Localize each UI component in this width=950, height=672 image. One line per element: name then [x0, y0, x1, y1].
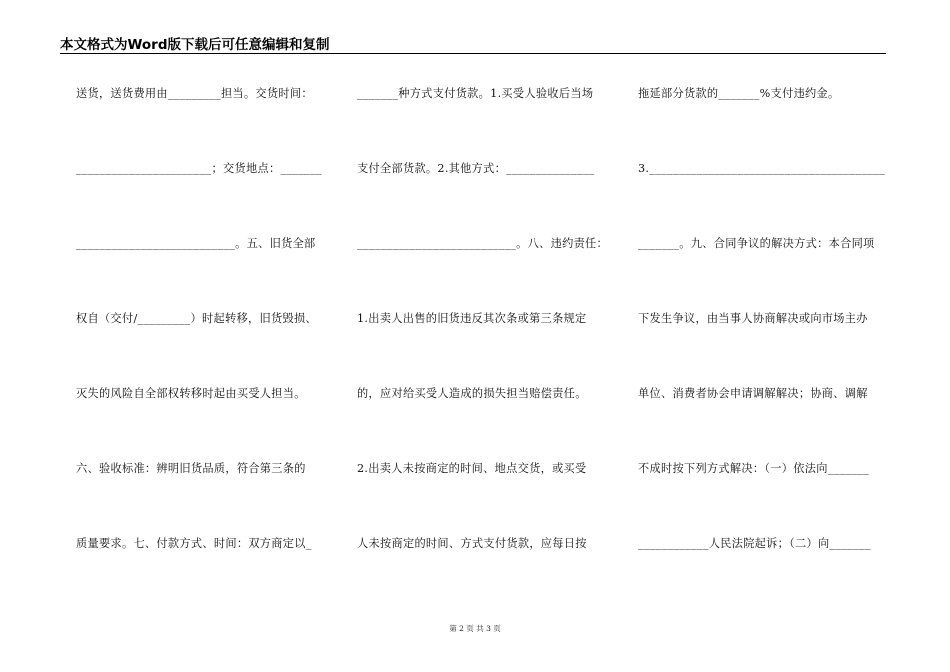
text-line: 支付全部货款。2.其他方式：_______________: [357, 162, 595, 175]
text-column-2: [357, 86, 607, 611]
text-line: 1.出卖人出售的旧货违反其次条或第三条规定: [357, 312, 587, 325]
text-line: 六、验收标准：辨明旧货品质，符合第三条的: [76, 462, 306, 475]
text-line: 送货，送货费用由_________担当。交货时间：: [76, 87, 313, 100]
text-line: 单位、消费者协会申请调解解决；协商、调解: [638, 387, 868, 400]
text-column-1: [76, 86, 326, 611]
text-line: _______种方式支付货款。1.买受人验收后当场: [357, 87, 594, 100]
text-line: 下发生争议，由当事人协商解决或向市场主办: [638, 312, 868, 325]
text-line: 拖延部分货款的_______%支付违约金。: [638, 87, 840, 100]
text-line: 权自（交付/_________）时起转移，旧货毁损、: [76, 312, 317, 325]
text-line: 的，应对给买受人造成的损失担当赔偿责任。: [357, 387, 587, 400]
text-line: 质量要求。七、付款方式、时间：双方商定以_: [76, 537, 312, 550]
text-line: 灭失的风险自全部权转移时起由买受人担当。: [76, 387, 306, 400]
text-line: 3.________________________________________: [638, 162, 886, 175]
text-column-3: [638, 86, 888, 611]
text-line: _______。九、合同争议的解决方式：本合同项: [638, 237, 875, 250]
text-line: ____________人民法院起诉；（二）向_______: [638, 537, 871, 550]
header-divider: [60, 53, 886, 54]
text-line: 不成时按下列方式解决：（一）依法向_______: [638, 462, 869, 475]
text-line: 人未按商定的时间、方式支付货款，应每日按: [357, 537, 587, 550]
text-line: ___________________________。五、旧货全部: [76, 237, 316, 250]
text-line: _______________________；交货地点：_______: [76, 162, 322, 175]
document-header-title: 本文格式为Word版下载后可任意编辑和复制: [60, 37, 330, 53]
page-number: 第 2 页 共 3 页: [449, 624, 501, 633]
text-line: ___________________________。八、违约责任：: [357, 237, 609, 250]
text-line: 2.出卖人未按商定的时间、地点交货，或买受: [357, 462, 587, 475]
